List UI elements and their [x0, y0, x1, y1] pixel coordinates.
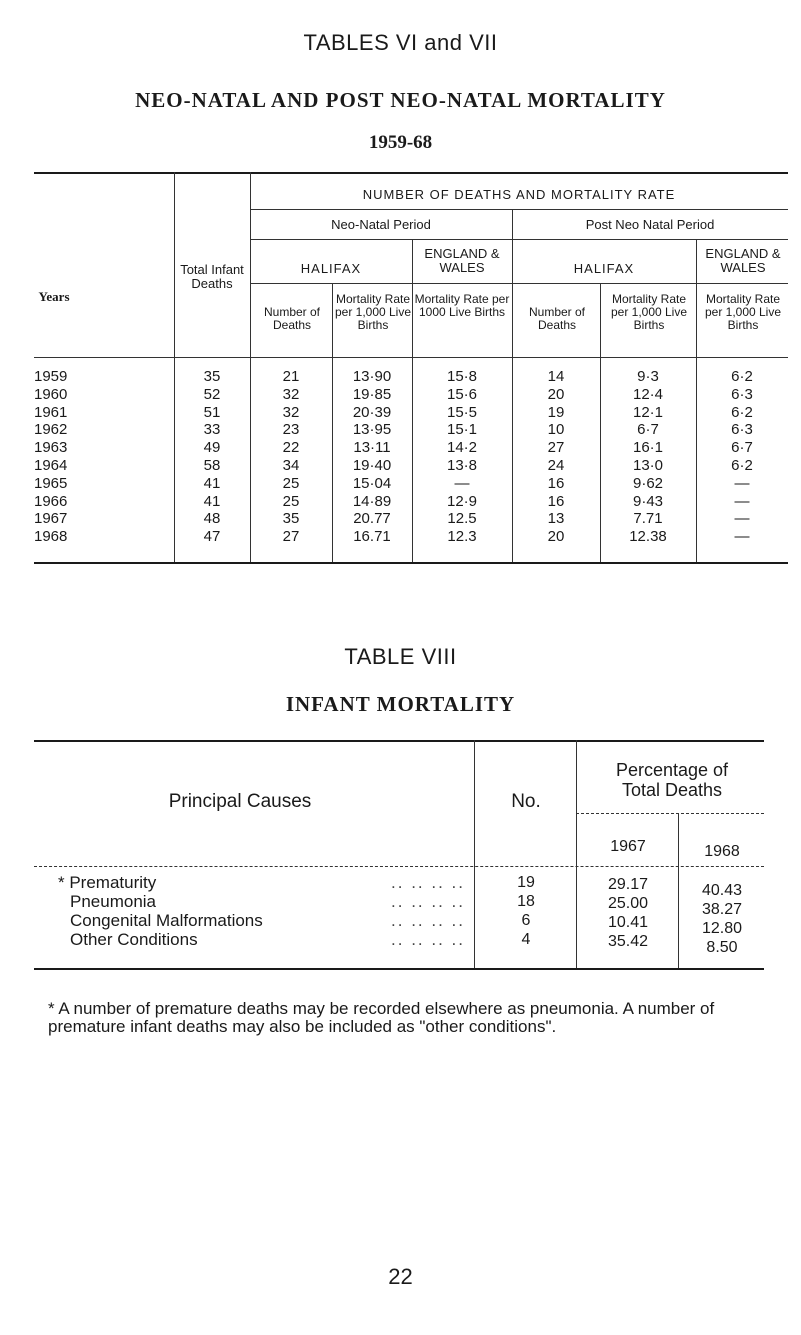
leader-dots: .. .. .. .. — [391, 930, 465, 949]
cell-no: 4 — [521, 931, 531, 948]
leader-dots: .. .. .. .. — [391, 911, 465, 930]
cell-total: 41 — [203, 492, 221, 510]
cell-p1967: 10.41 — [607, 914, 649, 931]
tables-vi-vii-subtitle: NEO-NATAL AND POST NEO-NATAL MORTALITY — [135, 88, 666, 112]
table-top-rule — [34, 172, 788, 174]
nn-deaths-header: Number of Deaths — [263, 305, 321, 332]
cell-nn-deaths: 25 — [282, 492, 300, 510]
cell-p1967: 25.00 — [607, 895, 649, 912]
tables-vi-vii-title: TABLES VI and VII — [303, 30, 498, 55]
cell-pnn-deaths: 27 — [547, 439, 565, 457]
cell-p1968: 12.80 — [701, 920, 743, 937]
cell-cause: Other Conditions — [70, 930, 198, 949]
cell-pnn-rate: 12·1 — [632, 403, 664, 421]
cell-pnn-deaths: 13 — [547, 510, 565, 528]
header-bottom-rule — [34, 357, 788, 358]
cell-year: 1968 — [34, 528, 68, 546]
cell-nn-deaths: 25 — [282, 474, 300, 492]
cell-pnn-rate: 16·1 — [632, 439, 664, 457]
cell-no: 18 — [517, 893, 535, 910]
year-1968-header: 1968 — [704, 843, 740, 860]
cell-nn-rate: 20.77 — [353, 510, 391, 528]
cell-total: 49 — [203, 439, 221, 457]
cell-nn-deaths: 35 — [282, 510, 300, 528]
cell-year: 1960 — [34, 385, 68, 403]
cell-pnn-deaths: 24 — [547, 457, 565, 474]
cell-pnn-ew: 6·3 — [731, 385, 753, 403]
cell-year: 1963 — [34, 439, 68, 457]
table-viii-header-rule — [34, 866, 764, 867]
table-viii-subtitle: INFANT MORTALITY — [285, 692, 516, 716]
neo-natal-header: Neo-Natal Period — [331, 217, 431, 232]
cell-year: 1967 — [34, 510, 68, 528]
cell-nn-ew: — — [454, 474, 470, 492]
pnn-deaths-header: Number of Deaths — [528, 305, 586, 332]
cell-pnn-deaths: 16 — [547, 492, 565, 510]
cell-nn-ew: 15·8 — [446, 368, 478, 385]
cell-pnn-deaths: 19 — [547, 403, 565, 421]
cell-total: 52 — [203, 385, 221, 403]
cell-pnn-deaths: 16 — [547, 474, 565, 492]
table-viii-bottom-rule — [34, 968, 764, 970]
cell-pnn-rate: 9·62 — [632, 474, 664, 492]
cell-total: 33 — [203, 421, 221, 439]
ew-neo-header: ENGLAND & WALES — [424, 246, 500, 275]
page-number: 22 — [388, 1264, 413, 1289]
cell-total: 48 — [203, 510, 221, 528]
cell-nn-ew: 14·2 — [446, 439, 478, 457]
cell-pnn-rate: 12.38 — [629, 528, 667, 546]
period-header-rule — [250, 239, 788, 240]
pnn-rate-header: Mortality Rate per 1,000 Live Births — [610, 292, 688, 332]
cell-nn-ew: 15·1 — [446, 421, 478, 439]
post-neo-natal-header: Post Neo Natal Period — [585, 217, 715, 232]
percentage-header: Percentage of Total Deaths — [615, 760, 729, 800]
cell-nn-deaths: 34 — [282, 457, 300, 474]
cell-nn-ew: 12.5 — [447, 510, 477, 528]
cell-nn-deaths: 27 — [282, 528, 300, 546]
cell-total: 41 — [203, 474, 221, 492]
ew-post-header: ENGLAND & WALES — [705, 246, 781, 275]
cell-pnn-ew: — — [734, 510, 750, 528]
cell-p1967: 35.42 — [607, 933, 649, 950]
cell-year: 1961 — [34, 403, 68, 421]
cell-nn-ew: 15·5 — [446, 403, 478, 421]
cell-nn-rate: 19·85 — [352, 385, 392, 403]
cell-nn-ew: 12·9 — [446, 492, 478, 510]
cell-year: 1965 — [34, 474, 68, 492]
cell-no: 19 — [517, 874, 535, 891]
cell-p1967: 29.17 — [607, 876, 649, 893]
cell-cause: Congenital Malformations — [70, 911, 263, 930]
cell-pnn-ew: 6·2 — [731, 457, 753, 474]
cell-p1968: 40.43 — [701, 882, 743, 899]
cell-nn-rate: 16.71 — [353, 528, 391, 546]
col-divider — [678, 813, 679, 968]
cell-total: 35 — [203, 368, 221, 385]
group-header-rule — [250, 209, 788, 210]
cell-total: 47 — [203, 528, 221, 546]
cell-p1968: 8.50 — [706, 939, 738, 956]
nn-ew-rate-header: Mortality Rate per 1000 Live Births — [414, 292, 510, 319]
col-divider — [474, 740, 475, 968]
table-bottom-rule — [34, 562, 788, 564]
table-viii-top-rule — [34, 740, 764, 742]
cell-total: 51 — [203, 403, 221, 421]
cell-nn-ew: 13·8 — [446, 457, 478, 474]
principal-causes-header: Principal Causes — [168, 791, 312, 812]
cell-nn-deaths: 21 — [282, 368, 300, 385]
cell-nn-deaths: 22 — [282, 439, 300, 457]
year-1967-header: 1967 — [610, 838, 646, 855]
cell-pnn-rate: 6·7 — [637, 421, 659, 439]
cell-total: 58 — [203, 457, 221, 474]
cell-pnn-ew: — — [734, 528, 750, 546]
cell-year: 1966 — [34, 492, 68, 510]
cell-nn-rate: 14·89 — [352, 492, 392, 510]
cell-pnn-ew: 6·3 — [731, 421, 753, 439]
col-divider — [576, 740, 577, 968]
cell-pnn-rate: 9·3 — [637, 368, 659, 385]
cell-pnn-rate: 13·0 — [632, 457, 664, 474]
leader-dots: .. .. .. .. — [391, 892, 465, 911]
pnn-ew-rate-header: Mortality Rate per 1,000 Live Births — [704, 292, 782, 332]
years-column-header: Years — [38, 289, 70, 304]
cell-year: 1962 — [34, 421, 68, 439]
cell-pnn-ew: — — [734, 492, 750, 510]
cell-cause: Pneumonia — [70, 892, 157, 911]
cell-pnn-deaths: 20 — [547, 385, 565, 403]
halifax-neo-header: HALIFAX — [300, 261, 362, 276]
cell-nn-deaths: 32 — [282, 385, 300, 403]
leader-dots: .. .. .. .. — [391, 873, 465, 892]
cell-pnn-ew: 6·7 — [731, 439, 753, 457]
cell-pnn-ew: — — [734, 474, 750, 492]
cell-nn-ew: 12.3 — [447, 528, 477, 546]
group-header: NUMBER OF DEATHS AND MORTALITY RATE — [362, 187, 676, 202]
table-viii-title: TABLE VIII — [344, 644, 457, 669]
area-header-rule — [250, 283, 788, 284]
cell-nn-deaths: 23 — [282, 421, 300, 439]
cell-year: 1964 — [34, 457, 68, 474]
cell-nn-rate: 13·11 — [353, 439, 391, 457]
cell-nn-rate: 20·39 — [352, 403, 392, 421]
cell-nn-rate: 13·95 — [352, 421, 392, 439]
tables-vi-vii-years-range: 1959-68 — [368, 132, 433, 153]
cell-pnn-rate: 9·43 — [632, 492, 664, 510]
table-viii-percent-rule — [576, 813, 764, 814]
footnote: * A number of premature deaths may be recorded elsewhere as pneumonia. A number of premature infant deaths may also be included as "other conditions". — [48, 999, 715, 1036]
cell-nn-ew: 15·6 — [446, 385, 478, 403]
cell-nn-rate: 19·40 — [352, 457, 392, 474]
cell-nn-deaths: 32 — [282, 403, 300, 421]
cell-pnn-deaths: 14 — [547, 368, 565, 385]
halifax-post-header: HALIFAX — [573, 261, 635, 276]
no-header: No. — [511, 791, 541, 812]
cell-p1968: 38.27 — [701, 901, 743, 918]
cell-year: 1959 — [34, 368, 68, 385]
cell-pnn-deaths: 10 — [547, 421, 565, 439]
cell-nn-rate: 13·90 — [352, 368, 392, 385]
cell-cause: * Prematurity — [58, 873, 157, 892]
cell-pnn-rate: 12·4 — [632, 385, 664, 403]
cell-pnn-ew: 6·2 — [731, 368, 753, 385]
cell-no: 6 — [521, 912, 531, 929]
cell-pnn-deaths: 20 — [547, 528, 565, 546]
cell-nn-rate: 15·04 — [352, 474, 392, 492]
cell-pnn-rate: 7.71 — [633, 510, 663, 528]
nn-rate-header: Mortality Rate per 1,000 Live Births — [334, 292, 412, 332]
cell-pnn-ew: 6·2 — [731, 403, 753, 421]
total-deaths-header: Total Infant Deaths — [180, 262, 244, 291]
